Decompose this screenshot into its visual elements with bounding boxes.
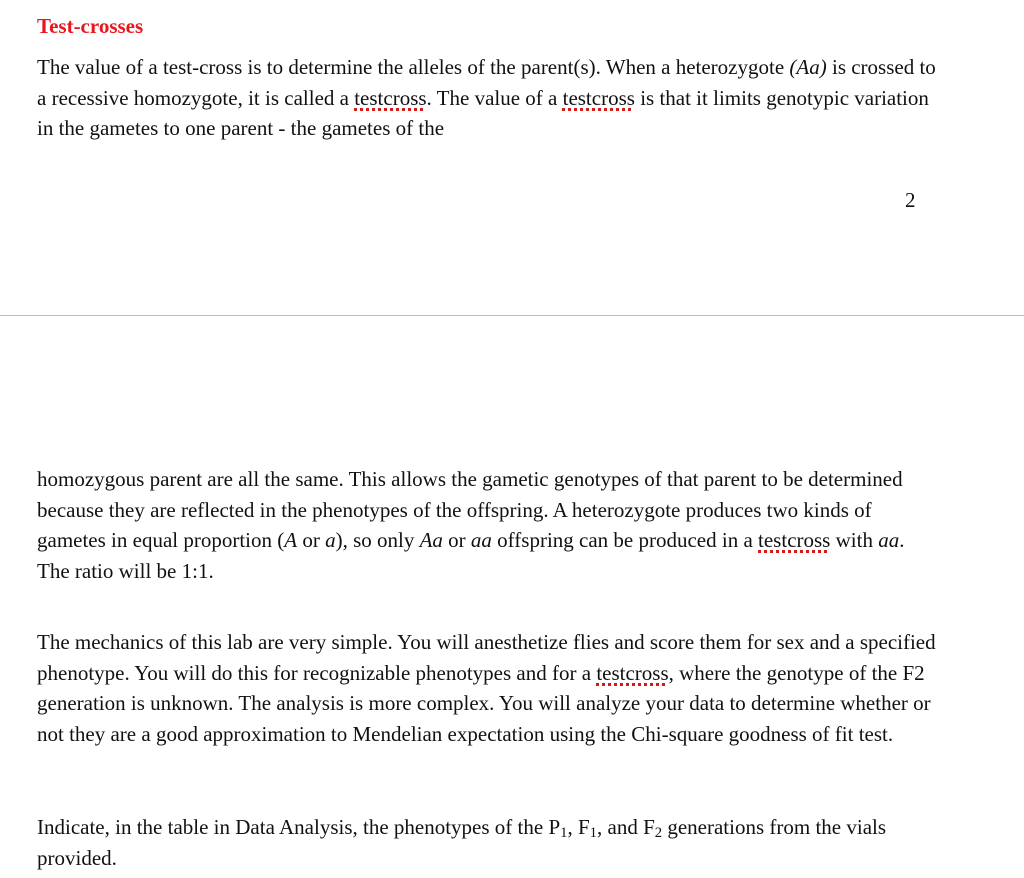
text-run: . The value of a: [426, 85, 563, 110]
spellcheck-flagged-word: testcross: [562, 85, 635, 110]
subscript: 1: [560, 824, 568, 841]
text-run: , where the genotype of the F2 generation is unknown. The analysis is more complex. You will analyze your data to determine whether or not they are a good approximation to Mendelian expectation using the Chi-square goodness of fit test.: [37, 660, 931, 746]
spellcheck-flagged-word: testcross: [354, 85, 427, 110]
italic-term: aa: [470, 528, 492, 552]
spellcheck-flagged-word: testcross: [758, 528, 831, 552]
text-run: The mechanics of this lab are very simple. You will anesthetize flies and score them for sex and a specified phenotype. You will do this for recognizable phenotypes and for a: [37, 630, 936, 685]
italic-term: Aa: [419, 528, 443, 552]
section-heading: Test-crosses: [37, 14, 144, 38]
italic-term: a: [325, 528, 336, 552]
page-number: 2: [905, 188, 916, 212]
paragraph-instructions: [37, 812, 937, 873]
paragraph-testcross-ratio: [37, 464, 937, 586]
text-run: is crossed to a recessive homozygote, it is called a: [37, 55, 936, 110]
text-run: ), so only: [335, 528, 420, 552]
paragraph-testcross-intro: [37, 52, 937, 144]
text-run: offspring can be produced in a: [491, 528, 759, 552]
subscript: 2: [654, 824, 663, 841]
text-run: Indicate, in the table in Data Analysis, the phenotypes of the P: [37, 815, 561, 839]
text-run: homozygous parent are all the same. This allows the gametic genotypes of that parent to be determined because they are reflected in the phenotypes of the offspring. A heterozygote produces two kinds of gametes in equal proportion (: [37, 467, 903, 552]
page-break-divider: [0, 315, 1024, 316]
text-run: , F: [567, 815, 590, 839]
text-run: is that it limits genotypic variation in the gametes to one parent - the gametes of the: [37, 85, 929, 140]
text-run: The value of a test-cross is to determine the alleles of the parent(s). When a heterozygote: [37, 55, 790, 79]
text-run: . The ratio will be 1:1.: [37, 528, 905, 583]
italic-term: A: [284, 528, 298, 552]
text-run: or: [297, 528, 326, 552]
italic-term: (Aa): [789, 55, 827, 79]
text-run: generations from the vials provided.: [37, 815, 887, 870]
text-run: , and F: [597, 815, 655, 839]
spellcheck-flagged-word: testcross: [596, 660, 669, 685]
text-run: with: [830, 528, 879, 552]
italic-term: aa: [878, 528, 900, 552]
paragraph-lab-mechanics: [37, 627, 937, 749]
text-run: or: [442, 528, 471, 552]
subscript: 1: [589, 824, 597, 841]
